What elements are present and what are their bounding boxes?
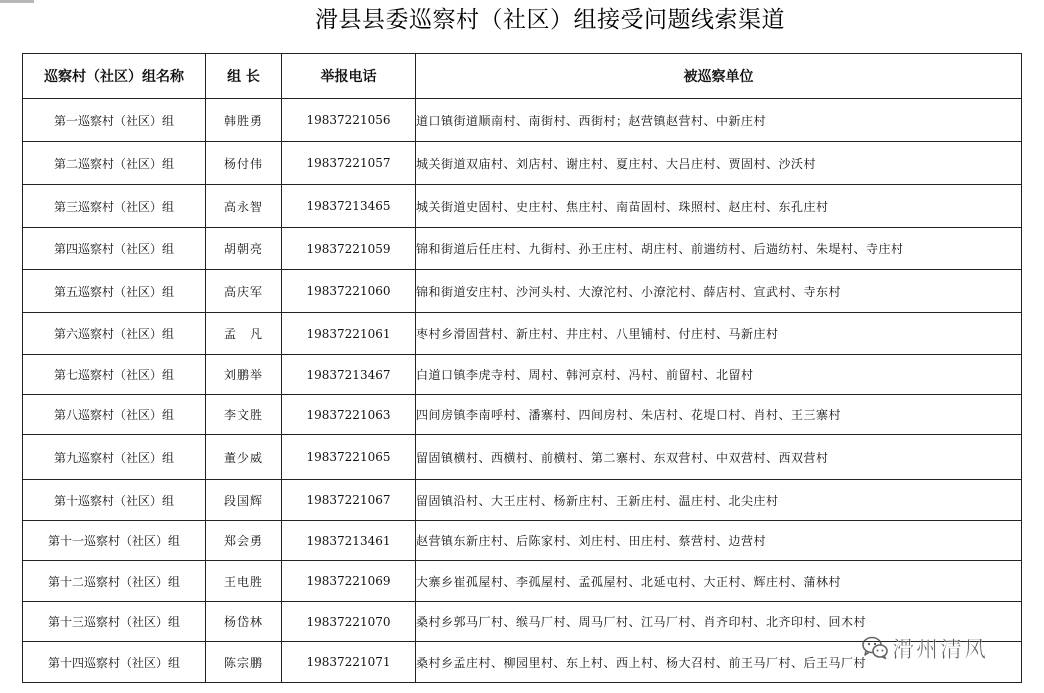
table-row (23, 480, 1022, 521)
header-leader: 组 长 (206, 54, 282, 99)
header-group: 巡察村（社区）组名称 (23, 54, 206, 99)
inspected-units: 城关街道史固村、史庄村、焦庄村、南苗固村、珠照村、赵庄村、东孔庄村 (416, 185, 1022, 228)
inspected-units: 道口镇街道顺南村、南街村、西街村；赵营镇赵营村、中新庄村 (416, 99, 1022, 142)
leader-name: 郑会勇 (206, 521, 282, 561)
report-phone: 19837213467 (282, 355, 416, 395)
channels-table (22, 53, 1022, 683)
table-header-row (23, 54, 1022, 99)
table-row (23, 355, 1022, 395)
report-phone: 19837221057 (282, 142, 416, 185)
corner-mark (0, 0, 34, 3)
leader-name: 陈宗鹏 (206, 642, 282, 683)
leader-name: 刘鹏举 (206, 355, 282, 395)
group-name: 第六巡察村（社区）组 (23, 313, 206, 355)
report-phone: 19837221067 (282, 480, 416, 521)
inspected-units: 四间房镇李南呼村、潘寨村、四间房村、朱店村、花堤口村、肖村、王三寨村 (416, 395, 1022, 435)
leader-name: 李文胜 (206, 395, 282, 435)
report-phone: 19837221069 (282, 561, 416, 602)
inspected-units: 大寨乡崔孤屋村、李孤屋村、孟孤屋村、北延屯村、大正村、辉庄村、蒲林村 (416, 561, 1022, 602)
header-units: 被巡察单位 (416, 54, 1022, 99)
inspected-units: 留固镇横村、西横村、前横村、第二寨村、东双营村、中双营村、西双营村 (416, 435, 1022, 480)
report-phone: 19837221063 (282, 395, 416, 435)
leader-name: 段国辉 (206, 480, 282, 521)
report-phone: 19837221071 (282, 642, 416, 683)
inspected-units: 赵营镇东新庄村、后陈家村、刘庄村、田庄村、蔡营村、边营村 (416, 521, 1022, 561)
inspected-units: 锦和街道后任庄村、九街村、孙王庄村、胡庄村、前遄纺村、后遄纺村、朱堤村、寺庄村 (416, 228, 1022, 270)
group-name: 第七巡察村（社区）组 (23, 355, 206, 395)
inspected-units: 锦和街道安庄村、沙河头村、大潦沱村、小潦沱村、薛店村、宣武村、寺东村 (416, 270, 1022, 313)
report-phone: 19837221061 (282, 313, 416, 355)
group-name: 第九巡察村（社区）组 (23, 435, 206, 480)
table-row (23, 142, 1022, 185)
table-row (23, 435, 1022, 480)
inspected-units: 桑村乡孟庄村、柳园里村、东上村、西上村、杨大召村、前王马厂村、后王马厂村 (416, 642, 1022, 683)
report-phone: 19837213461 (282, 521, 416, 561)
inspected-units: 白道口镇李虎寺村、周村、韩河京村、冯村、前留村、北留村 (416, 355, 1022, 395)
leader-name: 董少威 (206, 435, 282, 480)
leader-name: 杨岱林 (206, 602, 282, 642)
group-name: 第四巡察村（社区）组 (23, 228, 206, 270)
group-name: 第十巡察村（社区）组 (23, 480, 206, 521)
inspected-units: 城关街道双庙村、刘店村、谢庄村、夏庄村、大吕庄村、贾固村、沙沃村 (416, 142, 1022, 185)
header-phone: 举报电话 (282, 54, 416, 99)
inspected-units: 枣村乡滑固营村、新庄村、井庄村、八里铺村、付庄村、马新庄村 (416, 313, 1022, 355)
account-watermark (862, 631, 988, 665)
report-phone: 19837221059 (282, 228, 416, 270)
leader-name: 孟 凡 (206, 313, 282, 355)
report-phone: 19837221060 (282, 270, 416, 313)
table-row (23, 99, 1022, 142)
table-row (23, 395, 1022, 435)
report-phone: 19837221056 (282, 99, 416, 142)
leader-name: 高庆军 (206, 270, 282, 313)
leader-name: 王电胜 (206, 561, 282, 602)
table-row (23, 313, 1022, 355)
group-name: 第十三巡察村（社区）组 (23, 602, 206, 642)
table-row (23, 270, 1022, 313)
group-name: 第五巡察村（社区）组 (23, 270, 206, 313)
leader-name: 韩胜勇 (206, 99, 282, 142)
wechat-icon (862, 636, 888, 660)
table-row (23, 521, 1022, 561)
group-name: 第十一巡察村（社区）组 (23, 521, 206, 561)
inspected-units: 桑村乡郭马厂村、缑马厂村、周马厂村、江马厂村、肖齐印村、北齐印村、回木村 (416, 602, 1022, 642)
table-body (23, 99, 1022, 683)
page-title: 滑县县委巡察村（社区）组接受问题线索渠道 (315, 7, 785, 33)
group-name: 第三巡察村（社区）组 (23, 185, 206, 228)
group-name: 第八巡察村（社区）组 (23, 395, 206, 435)
leader-name: 高永智 (206, 185, 282, 228)
table-row (23, 561, 1022, 602)
group-name: 第十二巡察村（社区）组 (23, 561, 206, 602)
group-name: 第十四巡察村（社区）组 (23, 642, 206, 683)
table-row (23, 185, 1022, 228)
report-phone: 19837221070 (282, 602, 416, 642)
watermark-text: 滑州清风 (892, 637, 989, 663)
group-name: 第二巡察村（社区）组 (23, 142, 206, 185)
group-name: 第一巡察村（社区）组 (23, 99, 206, 142)
leader-name: 杨付伟 (206, 142, 282, 185)
report-phone: 19837213465 (282, 185, 416, 228)
table-row (23, 228, 1022, 270)
inspected-units: 留固镇沿村、大王庄村、杨新庄村、王新庄村、温庄村、北尖庄村 (416, 480, 1022, 521)
leader-name: 胡朝亮 (206, 228, 282, 270)
report-phone: 19837221065 (282, 435, 416, 480)
